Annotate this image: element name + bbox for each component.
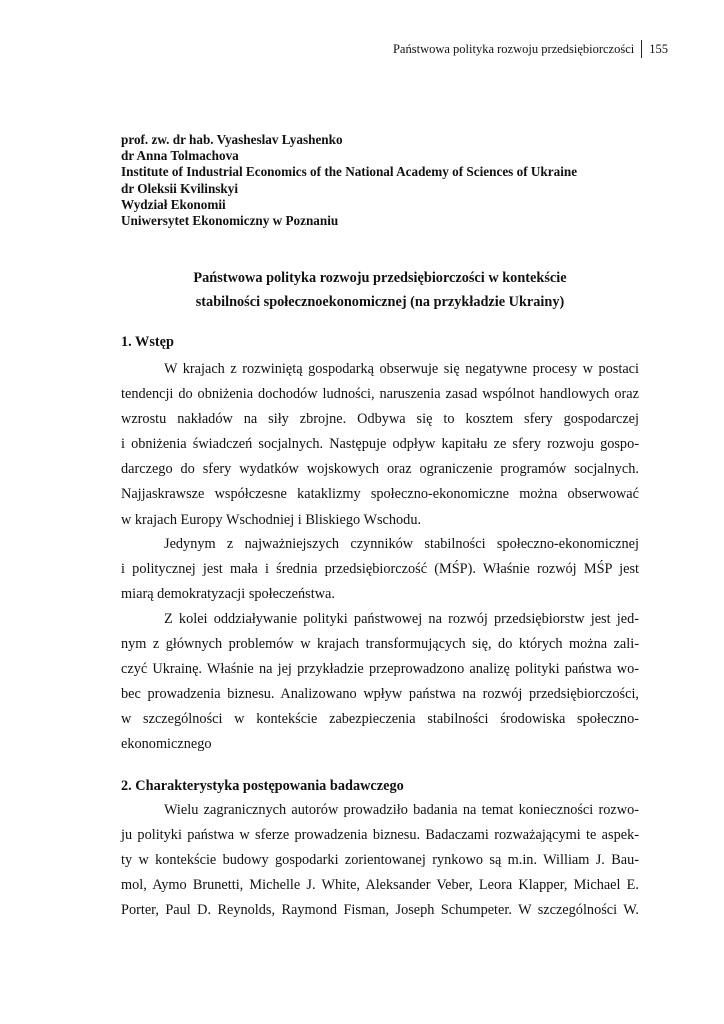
text-line: w krajach Europy Wschodniej i Bliskiego Wschodu. [121, 511, 422, 528]
text-line: Z kolei oddziaływanie polityki państwowej na rozwój przedsiębiorstw jest jed- [164, 611, 639, 627]
text-line: miarą demokratyzacji społeczeństwa. [121, 586, 335, 603]
text-line: ekonomicznego [121, 736, 212, 753]
text-line: bec prowadzenia biznesu. Analizowano wpływ państwa na rozwój przedsiębiorczości, [121, 686, 639, 703]
text-line: W krajach z rozwiniętą gospodarką obserwuje się negatywne procesy w postaci [164, 361, 639, 377]
text-line: darczego do sfery wydatków wojskowych oraz ograniczenie programów socjalnych. [121, 461, 639, 478]
text-line: czyć Ukrainę. Właśnie na jej przykładzie przeprowadzono analizę polityki państwa wo- [121, 661, 639, 678]
author-line: dr Oleksii Kvilinskyi [121, 180, 239, 196]
text-line: Wielu zagranicznych autorów prowadziło badania na temat konieczności rozwo- [164, 802, 639, 818]
author-block [121, 132, 577, 229]
paragraph [121, 357, 639, 533]
text-line: Jedynym z najważniejszych czynników stabilności społeczno-ekonomicznej [164, 536, 639, 552]
paragraph [121, 798, 639, 923]
author-line: Wydział Ekonomii [121, 196, 226, 212]
paragraph [121, 532, 639, 607]
running-title: Państwowa polityka rozwoju przedsiębiorczości [392, 41, 635, 56]
text-line: Porter, Paul D. Reynolds, Raymond Fisman, Joseph Schumpeter. W szczególności W. [121, 902, 639, 919]
text-line: nym z głównych problemów w krajach transformujących się, do których można zali- [121, 636, 639, 653]
title-line-2: stabilności społecznoekonomicznej (na przykładzie Ukrainy) [195, 294, 565, 310]
page-number: 155 [649, 41, 668, 56]
section-heading-research: 2. Charakterystyka postępowania badawczego [121, 778, 404, 794]
text-line: ju polityki państwa w sferze prowadzenia biznesu. Badaczami rozważającymi te aspek- [121, 827, 639, 844]
text-line: i politycznej jest mała i średnia przedsiębiorczość (MŚP). Właśnie rozwój MŚP jest [121, 561, 639, 578]
author-line: dr Anna Tolmachova [121, 148, 239, 164]
header-divider [641, 40, 642, 58]
text-line: mol, Aymo Brunetti, Michelle J. White, Aleksander Veber, Leora Klapper, Michael E. [121, 877, 639, 894]
section-heading-introduction: 1. Wstęp [121, 334, 174, 350]
author-line: Institute of Industrial Economics of the National Academy of Sciences of Ukraine [121, 164, 578, 180]
text-line: Najjaskrawsze współczesne kataklizmy społeczno-ekonomiczne można obserwować [121, 486, 639, 503]
text-line: i obniżenia świadczeń socjalnych. Następuje odpływ kapitału ze sfery rozwoju gospo- [121, 436, 639, 453]
title-line-1: Państwowa polityka rozwoju przedsiębiorczości w kontekście [193, 270, 567, 286]
author-line: Uniwersytet Ekonomiczny w Poznaniu [121, 213, 339, 229]
text-line: w szczególności w kontekście zabezpieczenia stabilności środowiska społeczno- [121, 711, 639, 728]
paper-title [80, 266, 680, 314]
author-line: prof. zw. dr hab. Vyasheslav Lyashenko [121, 132, 343, 147]
paragraph [121, 607, 639, 758]
text-line: wzrostu nakładów na siły zbrojne. Odbywa się to kosztem sfery gospodarczej [121, 411, 639, 428]
running-header [393, 40, 668, 58]
text-line: ty w kontekście budowy gospodarki zorientowanej rynkowo są m.in. William J. Bau- [121, 852, 639, 869]
text-line: tendencji do obniżenia dochodów ludności, naruszenia zasad wspólnot handlowych oraz [121, 386, 639, 403]
